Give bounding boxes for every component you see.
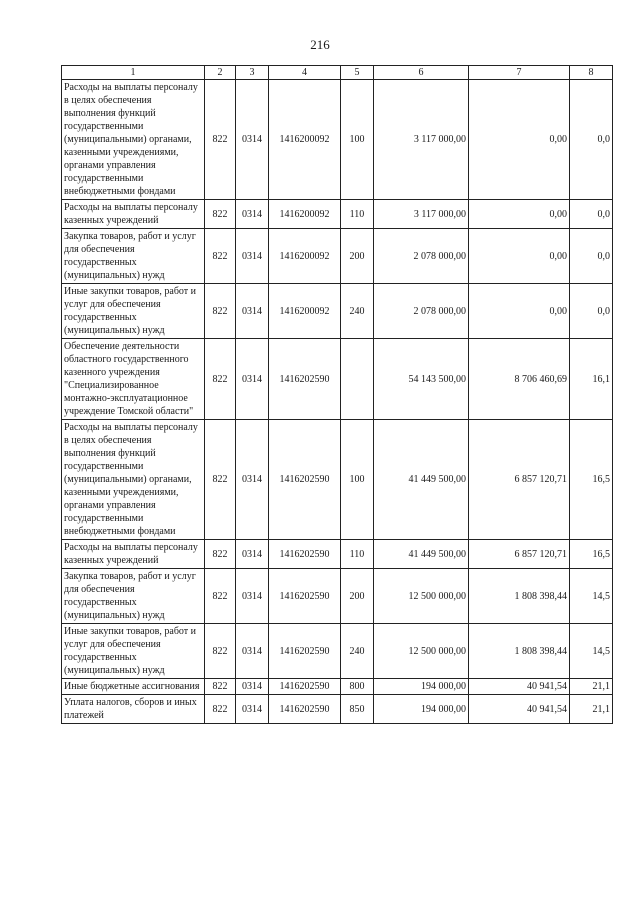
target-article-cell: 1416202590: [269, 569, 341, 624]
expense-type-cell: 850: [341, 695, 374, 724]
page-number: 216: [310, 37, 330, 52]
percent-cell: 21,1: [570, 695, 613, 724]
column-header: 5: [341, 66, 374, 80]
expense-type-cell: 800: [341, 679, 374, 695]
code-cell: 822: [205, 420, 236, 540]
target-article-cell: 1416200092: [269, 200, 341, 229]
percent-cell: 16,1: [570, 339, 613, 420]
code-cell: 822: [205, 80, 236, 200]
table-row: [62, 540, 613, 569]
percent-cell: 0,0: [570, 229, 613, 284]
expense-type-cell: 100: [341, 420, 374, 540]
actual-amount-cell: 0,00: [469, 200, 570, 229]
section-cell: 0314: [236, 420, 269, 540]
target-article-cell: 1416202590: [269, 339, 341, 420]
actual-amount-cell: 1 808 398,44: [469, 624, 570, 679]
actual-amount-cell: 6 857 120,71: [469, 540, 570, 569]
section-cell: 0314: [236, 695, 269, 724]
table-row: [62, 229, 613, 284]
plan-amount-cell: 194 000,00: [374, 679, 469, 695]
percent-cell: 0,0: [570, 284, 613, 339]
actual-amount-cell: 0,00: [469, 284, 570, 339]
code-cell: 822: [205, 695, 236, 724]
table-row: [62, 200, 613, 229]
expense-type-cell: 240: [341, 624, 374, 679]
table-row: [62, 679, 613, 695]
expense-type-cell: [341, 339, 374, 420]
actual-amount-cell: 0,00: [469, 229, 570, 284]
target-article-cell: 1416202590: [269, 695, 341, 724]
table-row: [62, 284, 613, 339]
code-cell: 822: [205, 540, 236, 569]
target-article-cell: 1416200092: [269, 284, 341, 339]
percent-cell: 21,1: [570, 679, 613, 695]
item-name-cell: Обеспечение деятельности областного государственного казенного учреждения "Специализированное монтажно-эксплуатационное учреждение Томской области": [62, 339, 205, 420]
item-name-cell: Расходы на выплаты персоналу в целях обеспечения выполнения функций государственными (муниципальными) органами, казенными учреждениями, органами управления государственными внебюджетными фондами: [62, 420, 205, 540]
item-name-cell: Иные бюджетные ассигнования: [62, 679, 205, 695]
percent-cell: 16,5: [570, 420, 613, 540]
target-article-cell: 1416200092: [269, 229, 341, 284]
plan-amount-cell: 54 143 500,00: [374, 339, 469, 420]
plan-amount-cell: 3 117 000,00: [374, 200, 469, 229]
column-header: 2: [205, 66, 236, 80]
percent-cell: 14,5: [570, 624, 613, 679]
item-name-cell: Закупка товаров, работ и услуг для обеспечения государственных (муниципальных) нужд: [62, 569, 205, 624]
expense-type-cell: 110: [341, 200, 374, 229]
section-cell: 0314: [236, 80, 269, 200]
section-cell: 0314: [236, 624, 269, 679]
item-name-cell: Уплата налогов, сборов и иных платежей: [62, 695, 205, 724]
column-header: 7: [469, 66, 570, 80]
plan-amount-cell: 41 449 500,00: [374, 420, 469, 540]
code-cell: 822: [205, 229, 236, 284]
section-cell: 0314: [236, 569, 269, 624]
percent-cell: 0,0: [570, 200, 613, 229]
code-cell: 822: [205, 200, 236, 229]
section-cell: 0314: [236, 339, 269, 420]
table-row: [62, 624, 613, 679]
item-name-cell: Расходы на выплаты персоналу казенных учреждений: [62, 200, 205, 229]
table-row: [62, 420, 613, 540]
code-cell: 822: [205, 679, 236, 695]
table-row: [62, 339, 613, 420]
actual-amount-cell: 1 808 398,44: [469, 569, 570, 624]
code-cell: 822: [205, 624, 236, 679]
expense-type-cell: 240: [341, 284, 374, 339]
item-name-cell: Иные закупки товаров, работ и услуг для обеспечения государственных (муниципальных) нужд: [62, 284, 205, 339]
expense-type-cell: 200: [341, 229, 374, 284]
code-cell: 822: [205, 339, 236, 420]
actual-amount-cell: 0,00: [469, 80, 570, 200]
plan-amount-cell: 2 078 000,00: [374, 284, 469, 339]
actual-amount-cell: 8 706 460,69: [469, 339, 570, 420]
target-article-cell: 1416200092: [269, 80, 341, 200]
section-cell: 0314: [236, 540, 269, 569]
section-cell: 0314: [236, 200, 269, 229]
item-name-cell: Расходы на выплаты персоналу казенных учреждений: [62, 540, 205, 569]
plan-amount-cell: 12 500 000,00: [374, 624, 469, 679]
actual-amount-cell: 40 941,54: [469, 679, 570, 695]
budget-table: [61, 65, 613, 724]
table-row: [62, 569, 613, 624]
section-cell: 0314: [236, 229, 269, 284]
target-article-cell: 1416202590: [269, 420, 341, 540]
expense-type-cell: 100: [341, 80, 374, 200]
plan-amount-cell: 3 117 000,00: [374, 80, 469, 200]
column-header: 8: [570, 66, 613, 80]
plan-amount-cell: 194 000,00: [374, 695, 469, 724]
table-header-row: [62, 66, 613, 80]
column-header: 4: [269, 66, 341, 80]
plan-amount-cell: 12 500 000,00: [374, 569, 469, 624]
target-article-cell: 1416202590: [269, 679, 341, 695]
column-header: 1: [62, 66, 205, 80]
plan-amount-cell: 2 078 000,00: [374, 229, 469, 284]
column-header: 6: [374, 66, 469, 80]
code-cell: 822: [205, 569, 236, 624]
target-article-cell: 1416202590: [269, 624, 341, 679]
column-header: 3: [236, 66, 269, 80]
table-row: [62, 695, 613, 724]
section-cell: 0314: [236, 284, 269, 339]
table-row: [62, 80, 613, 200]
item-name-cell: Расходы на выплаты персоналу в целях обеспечения выполнения функций государственными (муниципальными) органами, казенными учреждениями, органами управления государственными внебюджетными фондами: [62, 80, 205, 200]
target-article-cell: 1416202590: [269, 540, 341, 569]
item-name-cell: Иные закупки товаров, работ и услуг для обеспечения государственных (муниципальных) нужд: [62, 624, 205, 679]
plan-amount-cell: 41 449 500,00: [374, 540, 469, 569]
section-cell: 0314: [236, 679, 269, 695]
actual-amount-cell: 40 941,54: [469, 695, 570, 724]
percent-cell: 14,5: [570, 569, 613, 624]
actual-amount-cell: 6 857 120,71: [469, 420, 570, 540]
percent-cell: 0,0: [570, 80, 613, 200]
code-cell: 822: [205, 284, 236, 339]
item-name-cell: Закупка товаров, работ и услуг для обеспечения государственных (муниципальных) нужд: [62, 229, 205, 284]
expense-type-cell: 200: [341, 569, 374, 624]
percent-cell: 16,5: [570, 540, 613, 569]
expense-type-cell: 110: [341, 540, 374, 569]
